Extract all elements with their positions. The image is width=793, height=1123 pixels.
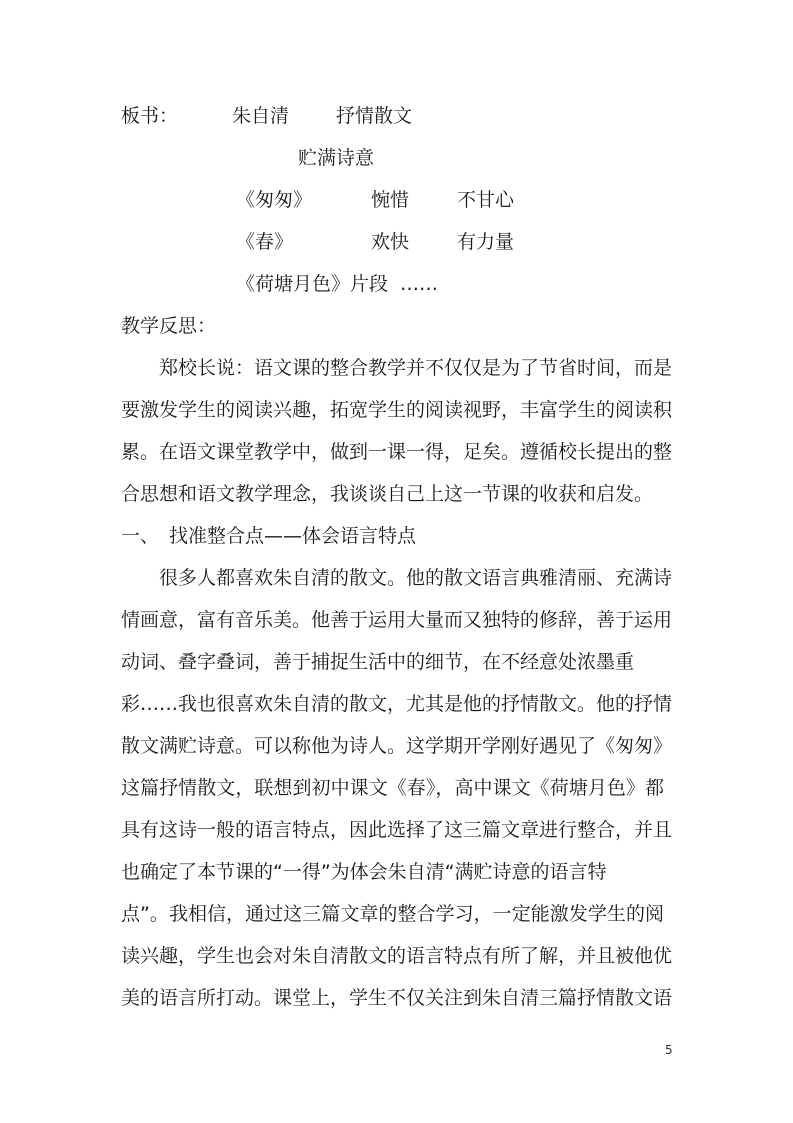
board-label: 板书： — [121, 105, 179, 127]
reflection-heading: 教学反思： — [121, 315, 217, 337]
board-theme: 贮满诗意 — [298, 147, 375, 169]
board-row-emotion: 惋惜 — [371, 189, 410, 211]
board-row-emotion: 欢快 — [371, 231, 410, 253]
paragraph-line: 动词、叠字叠词，善于捕捉生活中的细节，在不经意处浓墨重 — [121, 651, 635, 673]
section-title: 找准整合点——体会语言特点 — [169, 525, 417, 547]
paragraph-line: 情画意，富有音乐美。他善于运用大量而又独特的修辞，善于运用 — [121, 609, 673, 631]
paragraph-line: 合思想和语文教学理念，我谈谈自己上这一节课的收获和启发。 — [121, 483, 654, 505]
paragraph-line: 美的语言所打动。课堂上，学生不仅关注到朱自清三篇抒情散文语 — [121, 987, 673, 1009]
board-row-title: 《匆匆》 — [236, 189, 313, 211]
board-row-tone: 有力量 — [457, 231, 515, 253]
board-row-title: 《荷塘月色》片段 — [236, 273, 389, 295]
board-genre: 抒情散文 — [336, 105, 413, 127]
paragraph-line: 郑校长说：语文课的整合教学并不仅仅是为了节省时间，而是 — [159, 357, 673, 379]
paragraph-line: 这篇抒情散文，联想到初中课文《春》，高中课文《荷塘月色》都 — [121, 777, 664, 799]
paragraph-line: 具有这诗一般的语言特点，因此选择了这三篇文章进行整合，并且 — [121, 819, 673, 841]
paragraph-line: 散文满贮诗意。可以称他为诗人。这学期开学刚好遇见了《匆匆》 — [121, 735, 673, 757]
paragraph-line: 彩……我也很喜欢朱自清的散文，尤其是他的抒情散文。他的抒情 — [121, 693, 673, 715]
paragraph-line: 也确定了本节课的“一得”为体会朱自清“满贮诗意的语言特 — [121, 861, 607, 883]
paragraph-line: 读兴趣，学生也会对朱自清散文的语言特点有所了解，并且被他优 — [121, 945, 673, 967]
paragraph-line: 累。在语文课堂教学中，做到一课一得，足矣。遵循校长提出的整 — [121, 441, 673, 463]
paragraph-line: 点”。我相信，通过这三篇文章的整合学习，一定能激发学生的阅 — [121, 903, 664, 925]
board-row-title: 《春》 — [236, 231, 294, 253]
board-row-tone: 不甘心 — [457, 189, 515, 211]
section-number: 一、 — [121, 525, 160, 547]
page-number: 5 — [665, 1043, 673, 1057]
board-row-ellipsis: …… — [400, 273, 438, 295]
board-author: 朱自清 — [232, 105, 290, 127]
paragraph-line: 要激发学生的阅读兴趣，拓宽学生的阅读视野，丰富学生的阅读积 — [121, 399, 673, 421]
paragraph-line: 很多人都喜欢朱自清的散文。他的散文语言典雅清丽、充满诗 — [159, 567, 673, 589]
